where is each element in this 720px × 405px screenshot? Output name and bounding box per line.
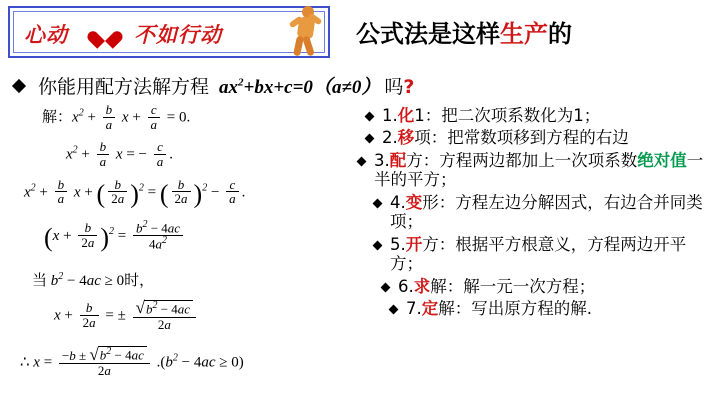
diamond-bullet-icon [373,198,383,208]
step-3-rest: 方：方程两边都加上一次项系数 [406,150,638,170]
step-5-num: 5. [390,234,406,254]
math-line-2: $x^2$ + $\frac{b}{a}$ x = − $\frac{c}{a}$ . [66,139,173,169]
page-title-highlight: 生产 [500,20,548,48]
step-5-rest: 方：根据平方根意义，方程两边开平方； [390,234,687,274]
step-1-num: 1. [382,106,398,125]
math-line-1: 解：$x^2$ + $\frac{b}{a}$ x + $\frac{c}{a}$ = 0. [42,102,191,132]
banner-text-right: 不如行动 [134,23,222,47]
diamond-bullet-icon [373,240,383,250]
step-4-num: 4. [390,192,406,212]
step-item-4 [374,193,716,232]
question-tail [384,72,414,99]
diamond-bullet-icon [12,79,26,93]
page-title-part2: 的 [548,20,572,48]
step-2-num: 2. [382,128,398,148]
step-3-keyword: 配 [389,150,407,170]
step-item-3 [358,151,716,190]
step-7-num: 7. [406,299,422,319]
step-1-keyword: 化 [397,106,415,125]
question-formula: $ax^2+bx+c=0(a\ne 0)$ [219,76,381,98]
step-5-keyword: 开 [405,234,423,254]
running-person-icon [286,2,326,58]
math-line-6: x + $\frac{b}{2a}$ = ± $\frac{√b^2 - 4ac}{2a}$ [20,300,350,332]
step-7-rest: 解：写出原方程的解. [438,299,592,319]
step-3-keyword2: 绝对值 [637,150,687,170]
derivation-column [20,104,350,388]
step-item-5 [374,235,716,274]
step-3-num: 3. [374,150,390,170]
steps-list [358,106,716,322]
step-2-rest: 项：把常数项移到方程的右边 [414,128,629,148]
step-4-rest: 形：方程左边分解因式，右边合并同类项； [390,192,703,232]
step-6-rest: 解：解一元一次方程； [430,276,596,296]
banner-text-left: 心动 [24,23,68,47]
math-line-7: ∴ x = $\frac{-b \pm √b^2 - 4ac}{2a}$ $.(b^2 - 4ac \ge 0)$ [20,344,244,379]
diamond-bullet-icon [365,112,375,122]
step-6-num: 6. [398,276,414,296]
step-item-7 [390,299,716,318]
runner-leg-right [302,35,315,56]
step-item-2 [366,128,716,147]
step-item-6 [382,277,716,296]
question-mark: ? [403,76,415,98]
diamond-bullet-icon [381,282,391,292]
diamond-bullet-icon [389,305,399,315]
step-4-keyword: 变 [405,192,423,212]
diamond-bullet-icon [365,134,375,144]
question-text: 你能用配方法解方程 [38,76,210,98]
motivation-banner [8,6,330,58]
page-title [356,14,572,49]
step-6-keyword: 求 [413,276,431,296]
step-3-tail: 一半的平方； [374,150,704,190]
step-item-1 [366,106,716,125]
diamond-bullet-icon [357,156,367,166]
page-title-part1: 公式法是这样 [356,20,500,48]
math-line-4: (x + $\frac{b}{2a}$ )$^2$ = $\frac{b^2 - 4ac}{4a^2}$ [20,221,350,253]
math-line-5: 当 $b^2 - 4ac \ge 0$时， [32,271,155,290]
step-2-keyword: 移 [397,128,415,148]
step-7-keyword: 定 [421,299,439,319]
heart-icon [94,24,116,44]
question-line [14,72,714,99]
question-tail-text: 吗 [384,76,404,98]
math-line-3: $x^2$ + $\frac{b}{a}$ x + ( $\frac{b}{2a}$ )$^2$ = ( $\frac{b}{2a}$ )$^2$ − $\frac{c}{a}$ . [24,176,246,209]
step-1-rest: 1：把二次项系数化为1； [414,106,601,125]
